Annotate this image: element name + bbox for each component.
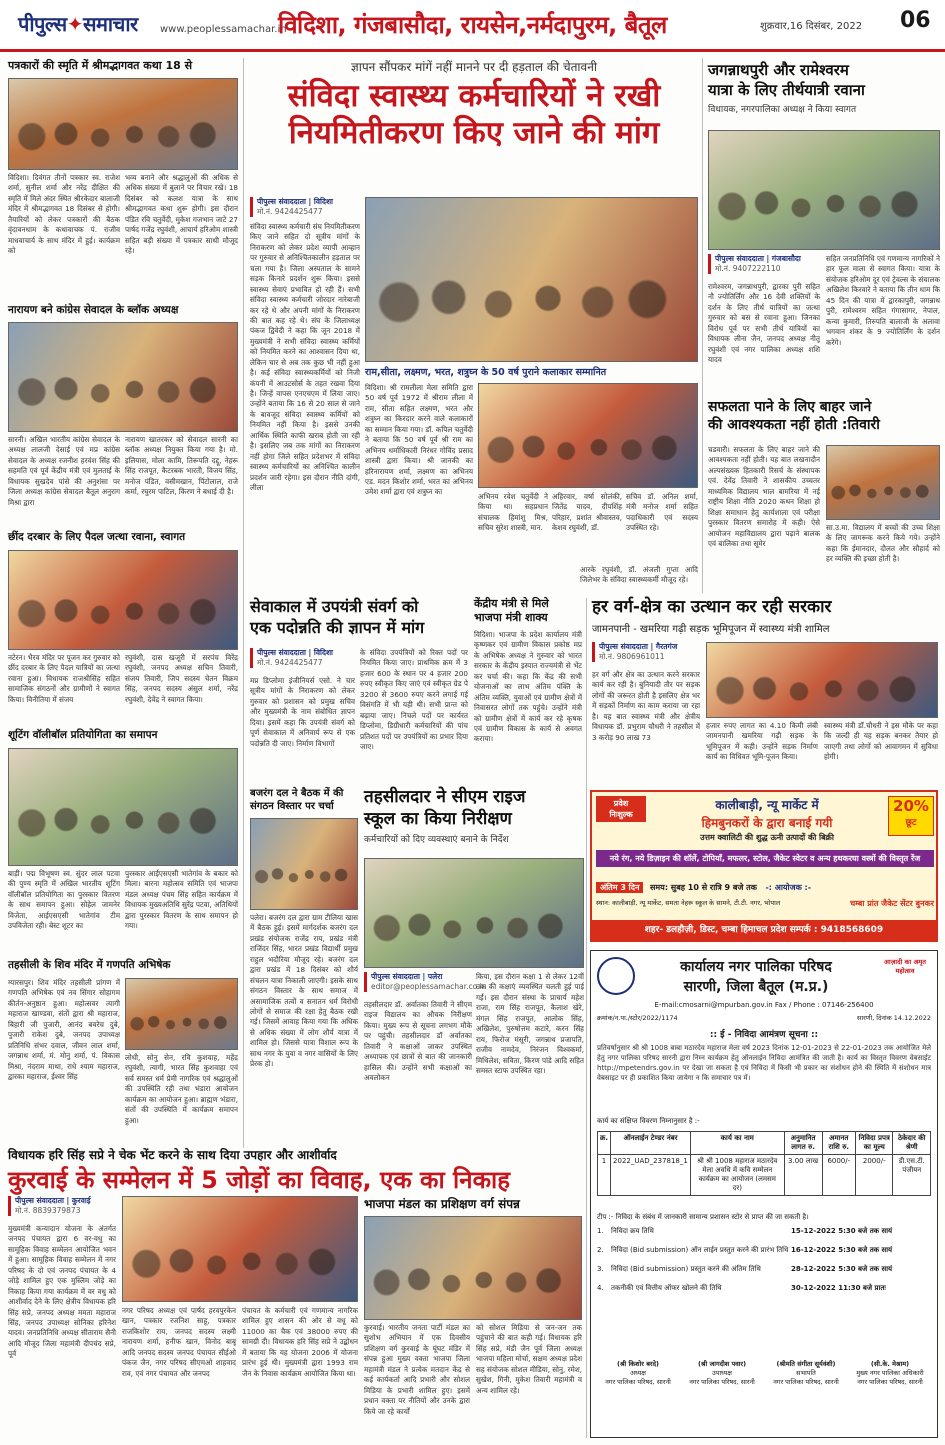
schedule-row	[597, 1265, 931, 1274]
body-text: के संविदा उपयंत्रियों को रिक्त पदों पर नियमित किया जाए। प्राथमिक क्रम में 3 हजार 600 के स्थान पर 4 हजार 200 रुपए स्वीकृत किए जाएं एवं स्वीकृत ग्रेड पे 3200 से 3600 रुपए करने लगाई गई विसंगति में भी यही थी। सभी प्रान्त को बढ़ाया जाए। निचले पदों पर कार्यरत डिप्लोमा, डिग्रीधारी कर्मचारियों की पांच प्रतिशत पदों पर उपयंत्रियों का प्रभार दिया जाए।	[360, 648, 468, 751]
byline-mobile: मो.नं. 9407222110	[715, 263, 781, 273]
ad-subtitle: हिमबुनकरों के द्वारा बनाई गयी	[701, 816, 833, 830]
byline-mobile: मो.नं. 8839379873	[15, 1205, 81, 1215]
byline-place: गैरतगंज	[655, 642, 678, 651]
signatory-org: नगर पालिका परिषद, सारनी	[773, 1378, 839, 1386]
headline-line2: स्कूल का किया निरीक्षण	[364, 808, 512, 829]
table-cell: डी.एस.टी. पंजीयन	[893, 1155, 931, 1196]
signatory-role: सभापति	[796, 1369, 816, 1377]
tender-schedule	[597, 1227, 931, 1303]
photo-pilgrim-bus	[708, 130, 940, 250]
table-cell: 6000/-	[822, 1155, 856, 1196]
headline-line1: तहसीलदार ने सीएम राइज	[364, 787, 526, 807]
body-text: हजार रुपए लागत का 4.10 किमी लंबी जामनपानी खमरिया गढ़ी सड़क के भूमिपूजन में कही। उन्होंने सड़क निर्माण कार्य का विधिवत भूमि-पूजन किया।	[706, 721, 818, 762]
schedule-row	[597, 1246, 931, 1255]
lead-byline: पीपुल्स संवाददाता | विदिशा मो.नं. 9424425477	[250, 197, 360, 217]
table-header-row	[598, 1132, 931, 1155]
body-text: रामेश्वरम, जगन्नाथपुरी, द्वारका पुरी सहित नौ ज्योतिर्लिंग और 16 देवी शक्तियों के दर्शन के लिए तीर्थ यात्रियों का जत्था गुरुवार को बस से रवाना हुआ। जिनका विरोध पूर्व पर सभी तीर्थ यात्रियों का विधायक लीना जैन, जनपद अध्यक्ष नीतू रघुवंशी एवं नगर पालिका अध्यक्ष शशि यादव	[708, 282, 820, 365]
table-header-cell: निविदा प्रपत्र का मूल्य	[856, 1132, 893, 1155]
logo-text: पीपुल्स	[18, 12, 67, 36]
body-text: पुरस्कार आईएसएसी भातेगांव के बकार को मिला। बारना महोत्सव समिति एवं भाजपा मंडल अध्यक्ष पंचम सिंह सहित कार्यक्रम में विधायक मुख्यअतिथि सुरेंद्र पटवा, अतिथियों द्वारा पुरस्कार वितरण के साथ समापन हो गया।	[125, 869, 238, 931]
tender-note: टीप :- निविदा के संबंध में जानकारी सामान्य प्रशासन स्टोर से प्राप्त की जा सकती है।	[597, 1213, 809, 1221]
lead-body: संविदा स्वास्थ्य कर्मचारी संघ नियमितीकरण किए जाने सहित दो सूत्रीय मांगों के निराकरण को लेकर प्रदेश व्यापी आव्हान पर गुरुवार से अनिश्चितकालीन हड़ताल पर चला गया है। जिला अस्पताल के सामने सड़क किनारे प्रदर्शन शुरू किया। इससे स्वास्थ्य सेवाएं प्रभावित हो रही हैं। सभी संविदा स्वास्थ्य कर्मचारी जोरदार नारेबाजी कर रहे थे और अपनी मांगों के निराकरण की बात कह रहे थे। संघ के जिलाध्यक्ष पंकज द्विवेदी ने कहा कि जून 2018 में मुख्यमंत्री ने सभी संविदा स्वास्थ्य कर्मियों को नियमित करने का आश्वासन दिया था, लेकिन चार से अब तक कुछ भी नहीं हुआ है। कई संविदा स्वास्थ्यकर्मियों को निजी कंपनी में आउटसोर्स के तहत रखवा दिया है। जिन्हें वापस एनएचएम में लिया जाए। उन्होंने बताया कि 16 से 20 साल से जाने के बावजूद संविदा स्वास्थ्य कर्मियों को नियमित नहीं किया है। इससे उनकी आर्थिक स्थिति काफी खराब होती जा रही है। इसलिए जब तक मांगों का निराकरण नहीं होगा जिले सहित प्रदेशभर में संविदा स्वास्थ्य कर्मचारियों का अनिश्चित कालीन प्रदर्शन जारी रहेगा। इस दौरान नीति दांगी, लीला	[250, 222, 360, 492]
ad-products: नये रंग, नये डिज़ाइन की शॉलें, टोपियाँ, मफलर, स्टोल, जैकेट स्वेटर व अन्य हथकरघा वस्त्रों की विस्तृत रेंज	[596, 850, 934, 867]
advertisement-woolen-sale[interactable]	[590, 790, 938, 942]
signatories	[597, 1359, 931, 1386]
story-union-minister	[474, 598, 582, 624]
body-text: पंचायत के कर्मचारी एवं गणमान्य नागरिक शामिल हुए शासन की ओर से वधू को 11000 का चैक एवं 38000 रुपए की सामग्री दी। विधायक हरि सिंह सप्रे ने उद्बोधन में बताया कि यह योजना 2006 में योजना प्रारंभ हुई थी। मुख्यमंत्री द्वारा 1993 राम जैन के निवास कार्यक्रम आयोजित किया था।	[242, 1306, 358, 1378]
ad-title: कालीबाड़ी, न्यू मार्केट में	[715, 798, 819, 812]
schedule-value: 28-12-2022 5:30 बजे तक सायं	[791, 1265, 893, 1273]
headline-bjp-training: भाजपा मंडल का प्रशिक्षण वर्ग संपन्न	[364, 1197, 520, 1211]
page-number: 06	[900, 8, 931, 33]
lead-kicker: ज्ञापन सौंपकर मांगें नहीं मानने पर दी हड़ताल की चेतावनी	[351, 60, 597, 74]
headline-line2: एक पदोन्नति की ज्ञापन में मांग	[250, 617, 425, 637]
column-divider	[702, 58, 703, 593]
table-cell: 1	[598, 1155, 611, 1196]
schedule-value: 16-12-2022 5:30 बजे तक सायं	[791, 1246, 893, 1254]
signatory-name: (श्री जागदीश पवार)	[697, 1360, 747, 1368]
body-text: ग्यारसपुर। शिव मंदिर तहसीली प्रांगण में गणपति अभिषेक एवं नव सिंगार सोहागम कीर्तन-अनुष्ठान हुआ। महोत्सवर त्यागी महाराज खाण्डवा, संतों द्वारा श्री महाराज, बिहारी जी पुजारी, आनंद बवरेच दुबे, पुजारी राकेश दुबे, जनपद उपाध्यक्ष प्रतिनिधि संभर दवाल, जीवन लाल शर्मा, जगन्नाथ शर्मा, मं. मोनु शर्मा, पं. विकास मिश्रा, नंदराम माथा, राधे श्याम महाराज, द्वारका महाराज, ईश्वर सिंह	[8, 978, 120, 1081]
discount-label: छूट	[905, 818, 917, 828]
headline-ganpati: तहसीली के शिव मंदिर में गणपति अभिषेक	[8, 959, 171, 971]
headline-line2: भाजपा मंत्री शाक्य	[474, 611, 548, 625]
body-text: नटेरन। भैरव मंदिर पर पूजन कर गुरुवार को छींद दरबार के लिए पैदल यात्रियों का जत्था रवाना हुआ। विधायक राजश्रीसिंह सहित सामाजिक संगठनों और ग्रामीणों ने स्वागत किया। विनीतिया में संजय	[8, 653, 120, 704]
timing: समय: सुबह 10 से रात्रि 9 बजे तक	[649, 883, 757, 892]
lead-headline-line1: संविदा स्वास्थ्य कर्मचारियों ने रखी	[287, 78, 661, 114]
table-header-cell: अमानत राशि रु.	[822, 1132, 856, 1155]
byline-place: विदिशा	[313, 197, 333, 206]
body-text: सचिव डॉ. अनिल शर्मा, मंत्री मनोज शर्मा सहित पदाधिकारी एवं सदस्य उपस्थित रहे।	[626, 492, 698, 533]
office-name: कार्यालय नगर पालिका परिषद	[680, 959, 832, 975]
headline-ramleela-artists: राम,सीता, लक्ष्मण, भरत, शत्रुघ्न के 50 वर्ष पुराने कलाकार सम्मानित	[365, 367, 607, 378]
story-tiwari	[708, 400, 940, 434]
signatory	[849, 1359, 931, 1386]
headline-line1: सफलता पाने के लिए बाहर जाने	[708, 399, 872, 415]
website-link[interactable]: www.peoplessamachar.in	[160, 24, 287, 35]
headline-line2: यात्रा के लिए तीर्थयात्री रवाना	[708, 80, 865, 99]
notice-body: प्रतिवर्षानुसार श्री श्री 1008 बाबा मठारदेव महाराज मेला वर्ष 2023 दिनांक 12-01-2023 से 22-01-2023 तक आयोजित मेले हेतु नगर पालिका परिषद सारनी द्वारा निम्न कार्यक्रम हेतु ऑनलाईन निविदा आमंत्रित की जाती है। कार्य का विस्तृत विवरण वेबसाईट http://mpetendrs.gov.in पर देखा जा सकता है एवं निविदा में किसी भी प्रकार का संशोधन होने की स्थिति में संशोधन मात्र वेबसाइट पर ही प्रकाशित किया जायेगा न कि समाचार पत्र में।	[597, 1044, 931, 1083]
headline: पत्रकारों की स्मृति में श्रीमद्भागवत कथा 18 से	[8, 59, 193, 72]
signatory	[765, 1359, 847, 1386]
ref-date: सारणी, दिनांक 14.12.2022	[857, 1014, 931, 1022]
body-text: स्वास्थ्य मंत्री डॉ.चौधरी ने इस मौके पर कहा कि जल्दी ही यह सड़क बनकर तैयार हो जाएगी तथा लोगों को आवागमन में सुविधा होगी।	[824, 721, 938, 762]
headline-line1: सेवाकाल में उपयंत्री संवर्ग को	[250, 597, 419, 616]
byline-author: पीपुल्स संवाददाता	[599, 642, 648, 651]
body-text: रघुवंशी, दास खजूरी में सरपंच विरेंद्र रघुवंशी, जनपद अध्यक्ष सचिन तिवारी, संजय तिवारी, जिप सदस्य चेतन विक्रम सिंह, जनपद सदस्य अंसुल शर्मा, नरेंद्र रघुवंशी, देवेंद्र ने स्वागत किया।	[125, 653, 238, 704]
byline-place: पलेरा	[427, 972, 443, 981]
body-text: चडवारी। सफलता के लिए बाहर जाने की आवश्यकता नहीं होती। यह बात लखनादौन अल्पसंख्यक हितकारी रिसर्च के संस्थापक एवं. देवेंद्र तिवारी ने शासकीय उच्चतर माध्यमिक विद्यालय भाल बामरिया में नई राष्ट्रीय शिक्षा नीति 2020 कथन शिक्षा हो शिक्षा समाधान हेतु कार्यशाला एवं परीक्षा पुरस्कार वितरण समारोह में कही। ऐसे आयोजन महाविद्यालय द्वारा पढ़ाने बालक एवं बालिका तथा सूमेर	[708, 445, 820, 548]
body-text: सहित जनप्रतिनिधि एवं गणमान्य नागरिकों ने हार फूल माला से स्वागत किया। यात्रा के संयोजक हरिओम दूर एवं ट्रेवल्स के संचालक अखिलेश किरवारे ने बताया कि तीन धाम कि 45 दिन की यात्रा में द्वारकापुरी, जगन्नाथ पुरी, रामेश्वरम सहित गंगासागर, नेपाल, कन्या कुमारी, तिरुपति बालाजी के अलावा भगवान शंकर के 9 ज्योतिर्लिंग के दर्शन करेंगे।	[826, 254, 940, 347]
kicker: विधायक, नगरपालिका अध्यक्ष ने किया स्वागत	[708, 105, 857, 115]
headline-line1: जगन्नाथपुरी और रामेश्वरम	[708, 61, 849, 79]
municipal-seal-icon	[597, 957, 635, 995]
table-header-cell: ठेकेदार की श्रेणी	[893, 1132, 931, 1155]
issue-date: शुक्रवार,16 दिसंबर, 2022	[760, 21, 863, 32]
photo-volleyball-winners	[8, 748, 238, 866]
headline-line2: की आवश्यकता नहीं होती :तिवारी	[708, 417, 880, 434]
organizer-label: -: आयोजक :-	[765, 883, 812, 892]
entry-label: प्रवेश	[613, 799, 629, 808]
table-header-cell: क्र.	[598, 1132, 611, 1155]
lead-headline-line2: नियमितीकरण किए जाने की मांग	[288, 115, 660, 152]
free-entry-badge	[596, 796, 646, 822]
byline-place: कुरवाई	[71, 1196, 91, 1205]
discount-badge	[888, 796, 934, 836]
story-cm-rise-school	[364, 788, 584, 845]
byline-author: पीपुल्स संवाददाता	[371, 972, 420, 981]
byline: पीपुल्स संवाददाता | कुरवाई मो.नं. 8839379873	[8, 1196, 116, 1216]
byline-author: पीपुल्स संवाददाता	[257, 648, 306, 657]
column-divider	[586, 598, 587, 1438]
signatory	[681, 1359, 763, 1386]
table-header-cell: ऑनलाईन टेण्डर नंबर	[611, 1132, 691, 1155]
signatory-name: (सी.के. मेश्राम)	[870, 1360, 910, 1368]
byline-place: गंजबासौदा	[771, 254, 801, 263]
schedule-label: निविदा (Bid submission) प्रस्तुत करने की अंतिम तिथि	[611, 1265, 761, 1273]
signatory-name: (श्री किशोर बरदे)	[616, 1360, 659, 1368]
kicker: जामनपानी - खमरिया गढ़ी सड़क भूमिपूजन में स्वास्थ्य मंत्री शामिल	[592, 623, 830, 635]
signatory-org: नगर पालिका परिषद, सारनी	[857, 1378, 923, 1386]
kicker: विधायक हरि सिंह सप्रे ने चेक भेंट करने के साथ दिया उपहार और आशीर्वाद	[8, 1148, 337, 1162]
headline: हर वर्ग-क्षेत्र का उत्थान कर रही सरकार	[592, 597, 832, 617]
entry-value: निःशुल्क	[609, 810, 633, 819]
signatory-name: (श्रीमति संगीता सूर्यवंशी)	[776, 1360, 836, 1368]
body-text: सारनी। अखिल भारतीय कांग्रेस सेवादल के अध्यक्ष लालजी देसाई एवं मप्र कांग्रेस सेवादल के अध्यक्ष रजनीश हरवंश सिंह की सहमति एवं पूर्व केंद्रीय मंत्री एवं मुलताई के विधायक सुखदेव पांसे की अनुशंसा पर जिला अध्यक्ष कांग्रेस सेवादल बैतूल अनुराग मिश्रा द्वारा	[8, 435, 120, 507]
headline-line1: केंद्रीय मंत्री से मिले	[474, 597, 549, 610]
photo-health-workers-protest	[365, 197, 698, 362]
tender-table	[597, 1131, 931, 1196]
body-text: अहिरवार, वर्षा सोलंकी, जितेंद्र यादव, दीपशिंह परिहार, प्रशांत श्रीवास्तव, केशव रघुवंशी, डॉ.	[552, 492, 622, 533]
azadi-logo: आज़ादी का अमृत महोत्सव	[883, 958, 927, 975]
body-text: किया, इस दौरान कक्षा 1 से लेकर 12वीं तक की कक्षाएं व्यवस्थित चलती हुई पाई गईं। इस दौरान संस्था के प्राचार्य महेश राजा, राम सिंह राजपूत, कैलाश खेरे, मंगल सिंह राजपूत, आलोक सिंह, अखिलेश, पुरुषोत्तम कटारे, करन सिंह राय, फिरोज मंसूरी, जगन्नाथ प्रजापति, राजीव नामदेव, निरंजन विश्वकर्मा, मिथिलेश, सविता, किरण पांडे आदि सहित समस्त स्टाफ उपस्थित रहा।	[476, 972, 584, 1075]
column-divider	[243, 58, 244, 1148]
body-text: कुरवाई। भारतीय जनता पार्टी मंडल का सुशोभ अभियान में एक दिवसीय प्रशिक्षण वर्ग कुरवाई के घूंघट मंडिर में संपन्न हुआ मुख्य वक्ता भाजपा जिला महामंत्री मंडल ने प्रत्येक मतदान केंद्र से कई कार्यकर्ता आदि प्रभारी और सोशल मिडिया के प्रभारी शामिल हुए। इसमें प्रधान वक्ता पर नीतियों और उनके द्वारा किये जा रहे कार्यों	[364, 1323, 470, 1416]
body-text: अभिनय रवेश चतुर्वेदी ने किया था। सहप्रधान संचालक हिमांशु मिश्र, सचिव सुरेश शास्त्री, मान.	[478, 492, 548, 533]
photo-sevadal	[8, 322, 238, 432]
body-text: लोधी, सोनु सेन, रवि कुशवाह, महेंद्र रघुवंशी, त्यागी, भारत सिंह कुशवाहा एवं सर्व समस्त धर्म प्रेमी नागरिक एवं श्रद्धालुओं की उपस्थिति रही तथा भंडारा आयोजन कार्यक्रम का आयोजन हुआ। ब्राह्मण भंडारा, संतों की उपस्थिति में कार्यक्रम समापन हुआ।	[125, 1053, 238, 1125]
body-text: पलेरा। बजरंग दल द्वारा ग्राम टीलिया खास में बैठक हुई। इसमें मार्गदर्शक बजरंग दल प्रखंड संयोजक राजेंद्र राय, प्रखंड मंत्री राजिंदर सिंह, भारत प्रखंड विद्यार्थी प्रमुख राहुल भदौरिया मौजूद रहे। बजरंग दल द्वारा प्रखंड में 18 दिसंबर को शौर्य संचलन यात्रा निकाली जाएगी। इसके साथ संगठन विस्तार के साथ समाज में असामाजिक तत्वों व सनातन धर्म विरोधी लोगों से समाज की रक्षा हेतु बैठक रखी गई। जिसमें आवाह किया गया कि अधिक से अधिक संख्या में लोग शौर्य यात्रा में शामिल हो। जिससे यात्रा विशाल रूप के साथ नगर के युवा व नगर वासियों के लिए प्रेरक हो।	[250, 913, 358, 1069]
ad-tagline: उत्तम क्वालिटी की शुद्ध ऊनी उत्पादों की बिक्री	[700, 833, 834, 842]
photo-bjp-training	[364, 1216, 582, 1320]
story-mass-wedding	[8, 1146, 582, 1193]
signatory	[597, 1359, 679, 1386]
ad-venue: स्थान: कालीबाड़ी, न्यू मार्केट, समता नेहरू स्कूल के सामने, टी.टी. नगर, भोपाल	[596, 899, 781, 907]
body-text: नगर परिषद अध्यक्ष एवं पार्षद हरवपुरकेन खान, पत्रकार रजनिश साहू, पत्रकार राजकिशोर राय, जनपद सदस्य लक्ष्मी नारायण शर्मा, हनीफ खान, विनोद बाबू आदि जनपद सदस्य जनपद पंचायत सीईओ पंकज जैन, नगर परिषद सीएमओ शाहवाद राव, एवं नगर पंचायत और जनपद	[122, 1306, 236, 1378]
story-bhagwat-katha	[8, 60, 238, 72]
body-text: सा.उ.मा. विद्यालय में बच्चों की उच्च शिक्षा के लिए जागरूक करने किये गये। उन्होंने कहा कि ईमानदार, दौलत और सौहार्द को हर व्यक्ति की इच्छा होती है।	[826, 523, 940, 564]
ad-organizer: चम्बा प्रांत जैकेट सेंटर बुनकर	[850, 899, 934, 908]
work-label: कार्य का संक्षिप्त विवरण निम्नानुसार है :-	[597, 1117, 700, 1125]
table-header-cell: कार्य का नाम	[690, 1132, 784, 1155]
signatory-role: मुख्य नगर पालिका अधिकारी	[856, 1369, 924, 1377]
table-row	[598, 1155, 931, 1196]
office-place: सारणी, जिला बैतूल (म.प्र.)	[683, 979, 829, 995]
byline-author: पीपुल्स संवाददाता	[257, 197, 306, 206]
byline: पीपुल्स संवाददाता | गैरतगंज मो.नं. 9806961011	[592, 642, 700, 662]
body-text: हर वर्ग और क्षेत्र का उत्थान करने सरकार कार्य कर रही है। बुनियादी तौर पर सड़क लोगों की जरूरत होती है इसलिए क्षेत्र भर में सड़कों निर्माण का काम कराया जा रहा है। यह बात स्वास्थ्य मंत्री और क्षेत्रीय विधायक डॉ. प्रभुराम चौधरी ने तहसील में 3 करोड़ 90 लाख 73	[592, 670, 700, 742]
headline-line2: संगठन विस्तार पर चर्चा	[250, 801, 334, 812]
logo-star-icon: ✦	[66, 12, 83, 36]
schedule-label: तकनीकी एवं वित्तीय ऑफर खोलने की तिथि	[611, 1284, 722, 1292]
schedule-number: 1.	[597, 1227, 604, 1235]
tender-notice	[590, 950, 938, 1438]
body-text: आरके रघुवंशी, डॉ. अंजली गुप्ता आदि जिलेभर के संविदा स्वास्थ्यकर्मी मौजूद रहे।	[580, 565, 698, 585]
photo-ganpati-abhishek	[125, 978, 238, 1050]
photo-school-inspection	[364, 858, 584, 968]
byline-mobile: मो.नं. 9806961011	[599, 651, 665, 661]
body-text: तहसीलदार डॉ. अर्वातका तिवारी ने सीएम राइज विद्यालय का औचक निरीक्षण किया। मुख्य रूप से सूचना लगभग मौके पर पहुंची। तहसीलदार डॉ अर्वातका तिवारी ने कक्षाओं जाकर उपस्थित अध्यापक एवं छात्रों से बात की जानकारी हासिल की। उन्होंने सभी कक्षाओं का अवलोकन	[364, 1000, 472, 1083]
table-cell: श्री श्री 1008 महाराज मठारदेव मेला अवधि में कवि सम्मेलन कार्यक्रम का आयोजन (लमसम दर)	[690, 1155, 784, 1196]
schedule-row	[597, 1227, 931, 1236]
byline-author: पीपुल्स संवाददाता	[15, 1196, 64, 1205]
signatory-org: नगर पालिका परिषद, सारनी	[689, 1378, 755, 1386]
headline: कुरवाई के सम्मेलन में 5 जोड़ों का विवाह, एक का निकाह	[8, 1166, 510, 1194]
body-text: बाड़ी। पद्म विभूषण स्व. सुंदर लाल पटवा की पुण्य स्मृति में अखिल भारतीय शूटिंग वॉलीबॉल प्रतियोगिता का पुरस्कार वितरण के साथ समापन हुआ। सोहेल जामनेर विजेता, आईएसएसी भातेगांव टीम उपविजेता रही। बेस्ट शूटर का	[8, 869, 120, 931]
body-text: मुख्यमंत्री कन्यादान योजना के अंतर्गत जनपद पंचायत द्वारा 6 वर-वधु का सामूहिक विवाह सम्मेलन आयोजित भवन में हुआ। सामूहिक विवाह सम्मेलन में नगर परिषद के दो एवं जनपद पंचायत के 4 जोड़े शामिल हुए एक मुस्लिम जोड़े का निकाह किया गया कार्यक्रम में वर वधु को आशीर्वाद देने के लिए क्षेत्रीय विधायक हरि सिंह सप्रे, जनपद अध्यक्ष ममता महाराज सिंह, जनपद उपाध्यक्ष सोनिका हरिनेश यादव। जनप्रतिनिधि अध्यक्ष सीताराम सैनी आदि मौजूद जिला महामंत्री दीपचंद सप्रे, पूर्व	[8, 1224, 116, 1359]
table-cell: 2022_UAD_237818_1	[611, 1155, 691, 1196]
contact-line: E-mail:cmosarni@mpurban.gov.in Fax / Phone : 07146-256400	[654, 1001, 874, 1009]
byline-email[interactable]: editor@peoplessamachar.co.in	[371, 981, 487, 991]
byline-mobile: मो.नं. 9424425477	[257, 206, 323, 216]
byline-mobile: मो.नं. 9424425477	[257, 657, 323, 667]
headline-line1: बजरंग दल ने बैठक में की	[250, 788, 344, 799]
photo-bhagwat-meeting	[8, 78, 238, 170]
photo-padyatra	[8, 550, 238, 650]
photo-bajrang-dal-meeting	[250, 818, 358, 910]
headline-chhind-darbar: छींद दरबार के लिए पैदल जत्था रवाना, स्वागत	[8, 531, 186, 543]
tender-table-wrap	[597, 1131, 931, 1196]
ref-number: क्रमांक/न.पा./स्टोर/2022/1174	[597, 1014, 678, 1022]
masthead	[0, 0, 945, 52]
schedule-value: 15-12-2022 5:30 बजे तक सायं	[791, 1227, 893, 1235]
lead-story	[250, 58, 698, 150]
body-text: नारायण खातरकर को सेवादल सारनी का ब्लॉक अध्यक्ष नियुक्त किया गया है। मो. इलियास, मोला कामि, तिरूपति दद्दू, नेहरू सिंह राजपूत, कैटरबक भारती, विजय सिंह, मनोज पंडित, वसीमखान, पिंटोलाल, राजे कर्मा, रघुरम पाटिल, किरण ने बधाई दी है।	[125, 435, 238, 497]
body-text: विदिशा। दिवंगत तीनों पत्रकार स्व. राजेश शर्मा, सुनील शर्मा और नरेंद्र दीक्षित की स्मृति में मिले अंदर स्थित श्रीरकेदार बालाजी मंदिर में श्रीमद्भागवत 18 दिसंबर से होगी। तैयारियों को लेकर पत्रकारों की बैठक वृंदावनधाम के कथावाचक पं. राजीव माधवाचार्य के साथ मंदिर में हुई। कार्यक्रम को	[8, 173, 120, 256]
photo-ramleela-felicitation	[478, 383, 698, 488]
schedule-number: 3.	[597, 1265, 604, 1273]
headline-sevadal: नारायण बने कांग्रेस सेवादल के ब्लॉक अध्यक्ष	[8, 304, 179, 316]
signatory-org: नगर पालिका परिषद, सारनी	[605, 1378, 671, 1386]
schedule-number: 4.	[597, 1284, 604, 1292]
signatory-role: अध्यक्ष	[630, 1369, 646, 1377]
body-text: विदिशा। श्री रामलीला मेला समिति द्वारा 50 वर्ष पूर्व 1972 में श्रीराम लीला में राम, सीता सहित लक्ष्मण, भरत और शत्रुघ्न का किरदार करने वाले कलाकारों का सम्मान किया गया। डॉ. कपिल चतुर्वेदी ने बताया कि 50 वर्ष पूर्व श्री राम का अभिनय धर्माधिकारी निरंधर गोविंद प्रसाद शास्त्री द्वारा किया। श्री जानकी का हरिनारायण शर्मा, लक्ष्मण का अभिनय एड. मदन किशोर शर्मा, भरत का अभिनय उमेश शर्मा द्वारा एवं शत्रुघ्न का	[365, 383, 473, 497]
discount-value: 20%	[893, 797, 929, 815]
body-text: मप्र डिप्लोमा इंजीनियर्स एसो. ने चार सूत्रीय मांगों के निराकरण को लेकर गुरुवार को प्रशासन को प्रमुख सचिव और मुख्यमंत्री के नाम संबोधित ज्ञापन दिया। इसमें कहा कि उपयंत्री संवर्ग को पूर्ण सेवाकाल में अनिवार्य रूप से एक पदोन्नति दी जाए। निर्माण विभागों	[250, 676, 355, 748]
byline: पीपुल्स संवाददाता | पलेरा editor@peoplessamachar.co.in	[364, 972, 472, 992]
byline: पीपुल्स संवाददाता | विदिशा मो.नं. 9424425477	[250, 648, 355, 668]
story-pilgrims	[708, 62, 940, 115]
ad-timing-row	[596, 882, 934, 893]
byline: पीपुल्स संवाददाता | गंजबासौदा मो.नं. 9407222110	[708, 254, 820, 274]
table-cell: 2000/-	[856, 1155, 893, 1196]
byline-place: विदिशा	[313, 648, 333, 657]
schedule-label: निविदा क्रय तिथि	[611, 1227, 654, 1235]
story-bajrang-dal	[250, 788, 358, 812]
table-header-cell: अनुमानित लागत रु.	[784, 1132, 822, 1155]
schedule-row	[597, 1284, 931, 1293]
page-section-title: विदिशा, गंजबासौदा, रायसेन,नर्मदापुरम, बैतूल	[278, 11, 667, 39]
photo-health-minister	[706, 642, 938, 718]
schedule-value: 30-12-2022 11:30 बजे प्रातः	[791, 1284, 886, 1292]
ad-contact-strip: शहर- डलहौज़ी, डिस्ट, चम्बा हिमाचल प्रदेश सम्पर्क : 9418568609	[592, 920, 936, 940]
story-sub-engineers	[250, 598, 468, 636]
headline-volleyball: शूटिंग वॉलीबॉल प्रतियोगिता का समापन	[8, 729, 158, 741]
body-text: को सोशल मिडिया से जन-जन तक पहुंचाने की बात कही गई। विधायक हरि सिंह सप्रे, मंडी जैन पूर्व जिला अध्यक्ष भाजपा महिला मोर्चा, सक्षम अध्यक्ष प्रदेश सह संयोजक सोशल मीडिया, सोनु, रमेश, सुखेश, गिनी, मुकेश तिवारी महामंत्री व अन्य शामिल रहे।	[476, 1323, 582, 1395]
kicker: कर्मचारियों को दिए व्यवस्थाएं बनाने के निर्देश	[364, 835, 509, 846]
photo-mass-wedding	[122, 1196, 358, 1302]
body-text: भव्य बनाने और श्रद्धालुओं की अधिक से अधिक संख्या में बुलाने पर विचार रखे। 18 दिसंबर को कलश यात्रा के साथ श्रीमद्भागवत कथा शुरू होगी। इस दौरान पंडित रवि चतुर्वेदी, मुकेश गजभान जाटे 27 पार्षद गजेंद्र रघुवंशी, आचार्य हरिओम शास्त्री सहित बड़ी संख्या में पत्रकार साथी मौजूद रहे।	[125, 173, 238, 256]
notice-title: :: ई - निविदा आमंत्रण सूचना ::	[709, 1030, 819, 1040]
body-text: विदिशा। भाजपा के प्रदेश कार्यालय मंत्री कृष्णकर एवं ग्रामीण विकास प्रकोष्ठ मप्र के अभिषेक अध्यक्ष ने गुरुवार को भारत सरकार के केंद्रीय इस्पात राज्यमंत्री से भेंट कर चर्चा की। कहा कि केंद्र की सभी योजनाओं का लाभ अंतिम पंक्ति के अंतिम व्यक्ति, युवाओं एवं ग्रामीण क्षेत्रों में निवासरत लोगों तक पहुंचे। उन्होंने मंत्री को ग्रामीण क्षेत्रों में कार्य कर रहे कृषक एवं ग्रामीण विकास के कार्य से अवगत कराया।	[474, 630, 582, 744]
newspaper-logo[interactable]	[18, 10, 138, 37]
signatory-role: उपाध्यक्ष	[712, 1369, 732, 1377]
schedule-label: निविदा (Bid submission) ऑन लाईन प्रस्तुत करने की प्रारंभ तिथि	[611, 1246, 789, 1254]
logo-text-tail: समाचार	[82, 12, 138, 36]
last-days-badge: अंतिम 3 दिन	[596, 882, 643, 893]
table-cell: 3.00 लाख	[784, 1155, 822, 1196]
schedule-number: 2.	[597, 1246, 604, 1254]
byline-author: पीपुल्स संवाददाता	[715, 254, 764, 263]
story-road-bhoomipujan	[592, 598, 938, 635]
photo-tiwari-award	[826, 445, 940, 520]
